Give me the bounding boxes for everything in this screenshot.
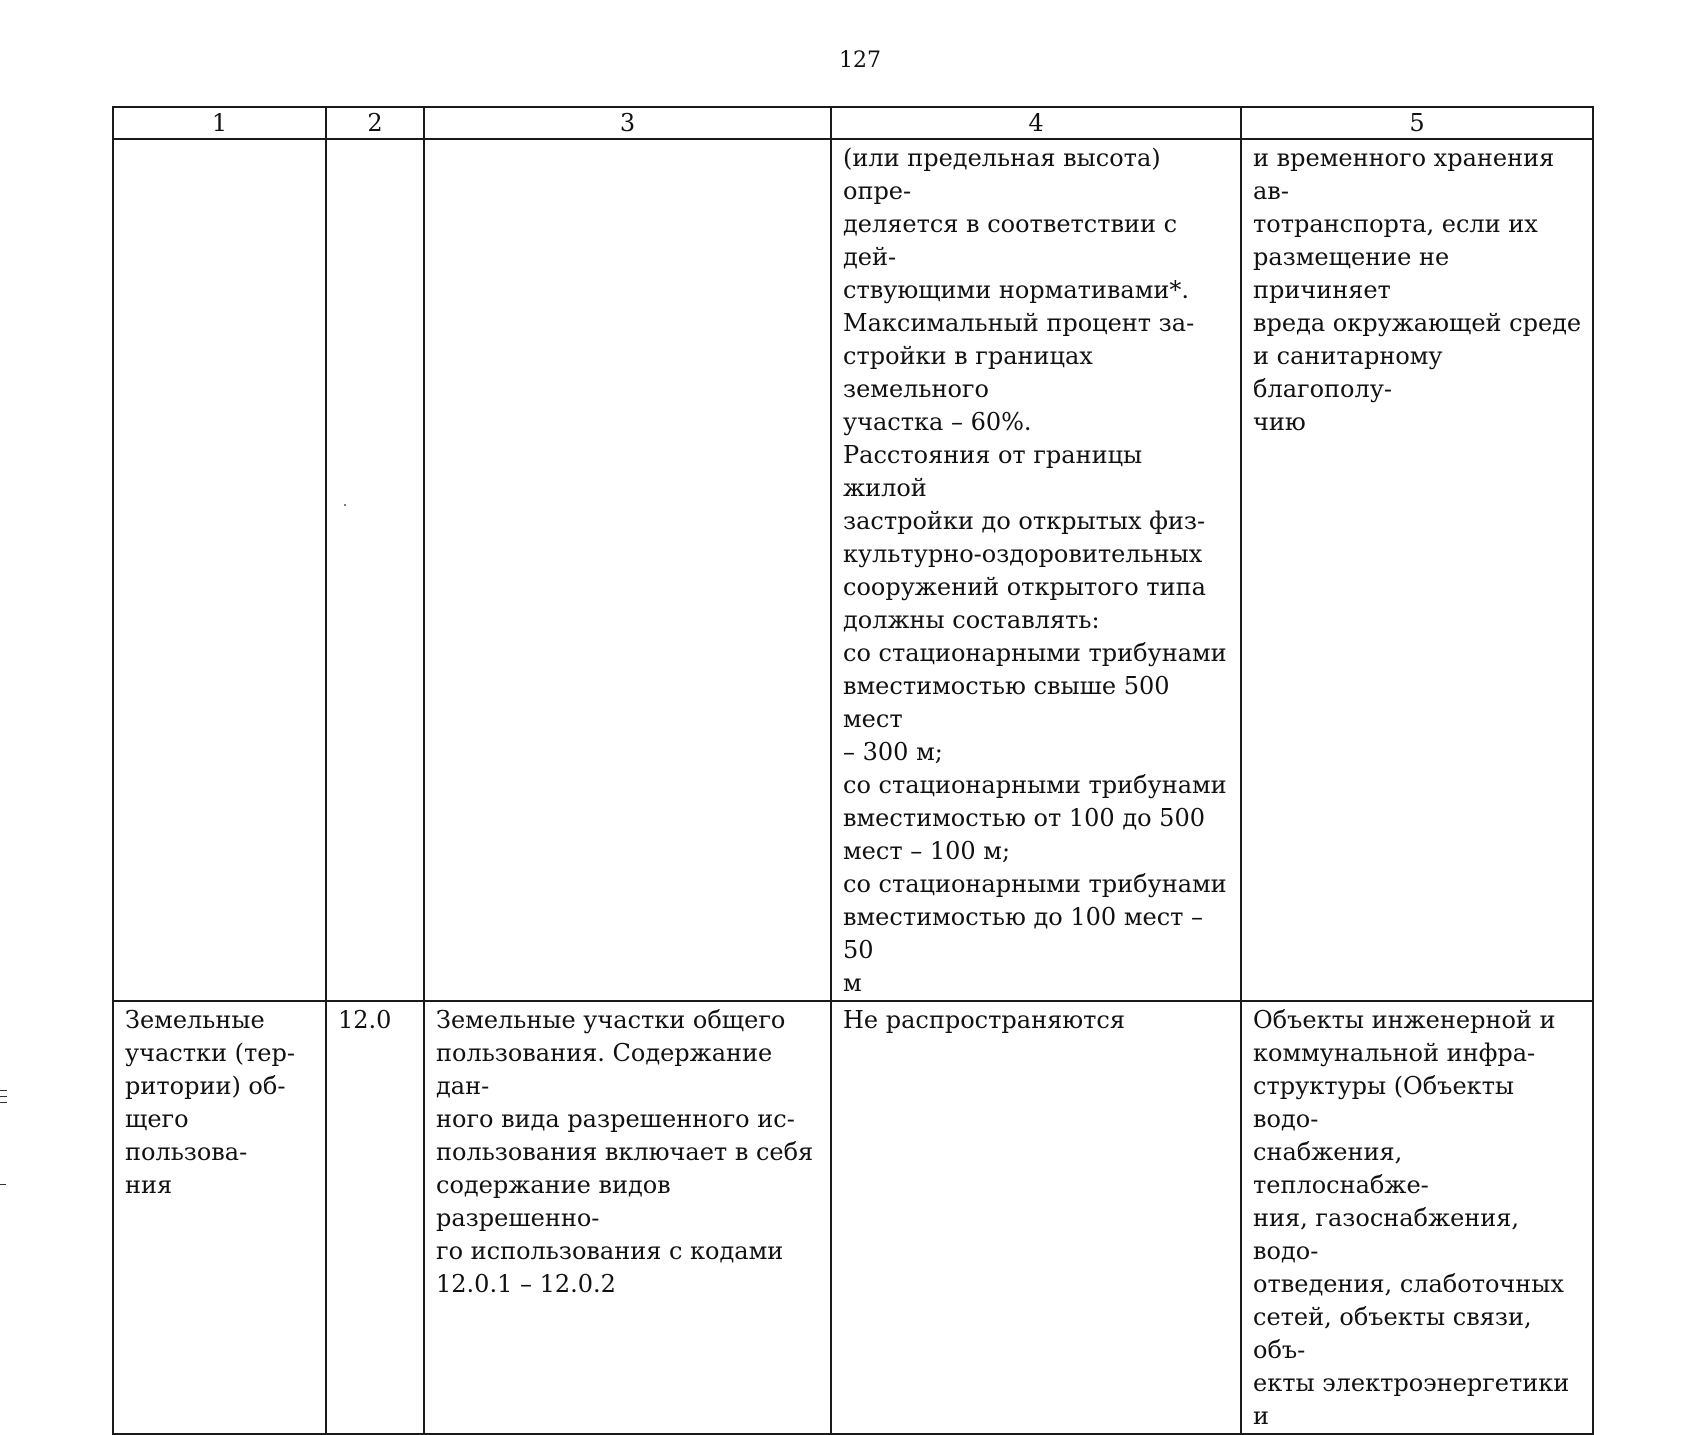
cell-parameters: [831, 139, 1241, 1001]
cell-auxiliary-uses: [1241, 139, 1593, 1001]
column-header-4: 4: [831, 107, 1241, 139]
regulations-table: [112, 106, 1594, 1435]
table-header-row: [113, 107, 1593, 139]
margin-mark: [0, 1102, 7, 1103]
column-header-5: 5: [1241, 107, 1593, 139]
scan-speck: [344, 504, 346, 506]
margin-mark: [0, 1096, 7, 1097]
cell-code: [326, 139, 424, 1001]
cell-text: Земельные участки общего пользования. Содержание дан- ного вида разрешенного ис- пользования включает в себя содержание видов разрешенно- го использования с кодами 12.0.1 – 12.0.2: [436, 1006, 814, 1298]
cell-use-type: [113, 139, 326, 1001]
cell-parameters: [831, 1001, 1241, 1434]
cell-text: и временного хранения ав- тотранспорта, если их размещение не причиняет вреда окружающей среде и санитарному благополу- чию: [1253, 144, 1582, 436]
margin-mark: [0, 1184, 6, 1185]
page-number: 127: [839, 48, 881, 73]
cell-text: Земельные участки (тер- ритории) об- щего пользова- ния: [125, 1006, 295, 1199]
cell-description: [424, 1001, 831, 1434]
cell-code: [326, 1001, 424, 1434]
cell-auxiliary-uses: [1241, 1001, 1593, 1434]
column-header-3: 3: [424, 107, 831, 139]
margin-mark: [0, 1090, 7, 1091]
cell-description: [424, 139, 831, 1001]
cell-text: 12.0: [338, 1006, 392, 1034]
cell-text: (или предельная высота) опре- деляется в соответствии с дей- ствующими нормативами*. Максимальный процент за- стройки в границах земельного участка – 60%. Расстояния от границы жилой застройки до открытых физ- культурно-оздоровительных сооружений открытого типа должны составлять: со стационарными трибунами вместимостью свыше 500 мест – 300 м; со стационарными трибунами вместимостью от 100 до 500 мест – 100 м; со стационарными трибунами вместимостью до 100 мест – 50 м: [843, 144, 1227, 997]
table-row: [113, 139, 1593, 1001]
cell-text: Не распространяются: [843, 1006, 1125, 1034]
cell-use-type: [113, 1001, 326, 1434]
column-header-1: 1: [113, 107, 326, 139]
table-row: [113, 1001, 1593, 1434]
column-header-2: 2: [326, 107, 424, 139]
cell-text: Объекты инженерной и коммунальной инфра- структуры (Объекты водо- снабжения, теплоснабже- ния, газоснабжения, водо- отведения, слаботочных сетей, объекты связи, объ- екты электроэнергетики и: [1253, 1006, 1570, 1430]
